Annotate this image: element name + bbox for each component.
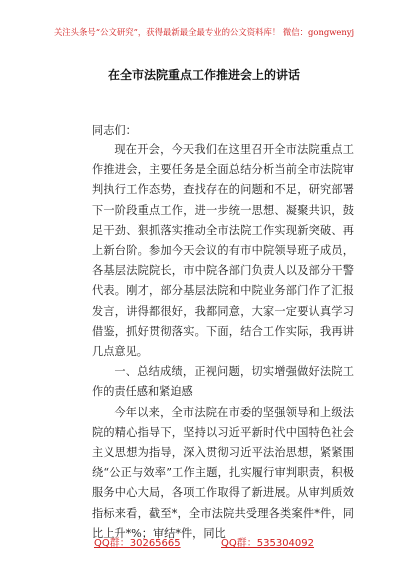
paragraph-achievements: 今年以来，全市法院在市委的坚强领导和上级法院的精心指导下，坚持以习近平新时代中国特色社会主义思想为指导，深入贯彻习近平法治思想，紧紧围绕“公正与效率”工作主题，扎实履行审判职责，积极服务中心大局，各项工作取得了新进展。从审判质效指标来看，截至*，全市法院共受理各类案件*件，同比上升*%；审结*件，同比 [92, 405, 354, 540]
qq-group-link-2[interactable]: QQ群：535304092 [221, 538, 315, 549]
footer-contacts [0, 534, 408, 549]
document-body [92, 140, 354, 544]
promo-header: 关注头条号“公文研究”，获得最新最全最专业的公文资料库！ 微信：gongwenyj [53, 27, 355, 37]
salutation: 同志们： [92, 124, 137, 137]
document-title: 在全市法院重点工作推进会上的讲话 [107, 68, 300, 82]
section-heading-1: 一、总结成绩，正视问题，切实增强做好法院工作的责任感和紧迫感 [92, 365, 354, 399]
paragraph-opening: 现在开会，今天我们在这里召开全市法院重点工作推进会，主要任务是全面总结分析当前全市法院审判执行工作态势，查找存在的问题和不足，研究部署下一阶段重点工作，进一步统一思想、凝聚共识，鼓足干劲、狠抓落实推动全市法院工作实现新突破、再上新台阶。参加今天会议的有市中院领导班子成员，各基层法院院长，市中院各部门负责人以及部分干警代表。刚才，部分基层法院和中院业务部门作了汇报发言，讲得都很好，我都同意，大家一定要认真学习借鉴，抓好贯彻落实。下面，结合工作实际，我再讲几点意见。 [92, 143, 354, 359]
qq-group-link-1[interactable]: QQ群：30265665 [93, 538, 181, 549]
